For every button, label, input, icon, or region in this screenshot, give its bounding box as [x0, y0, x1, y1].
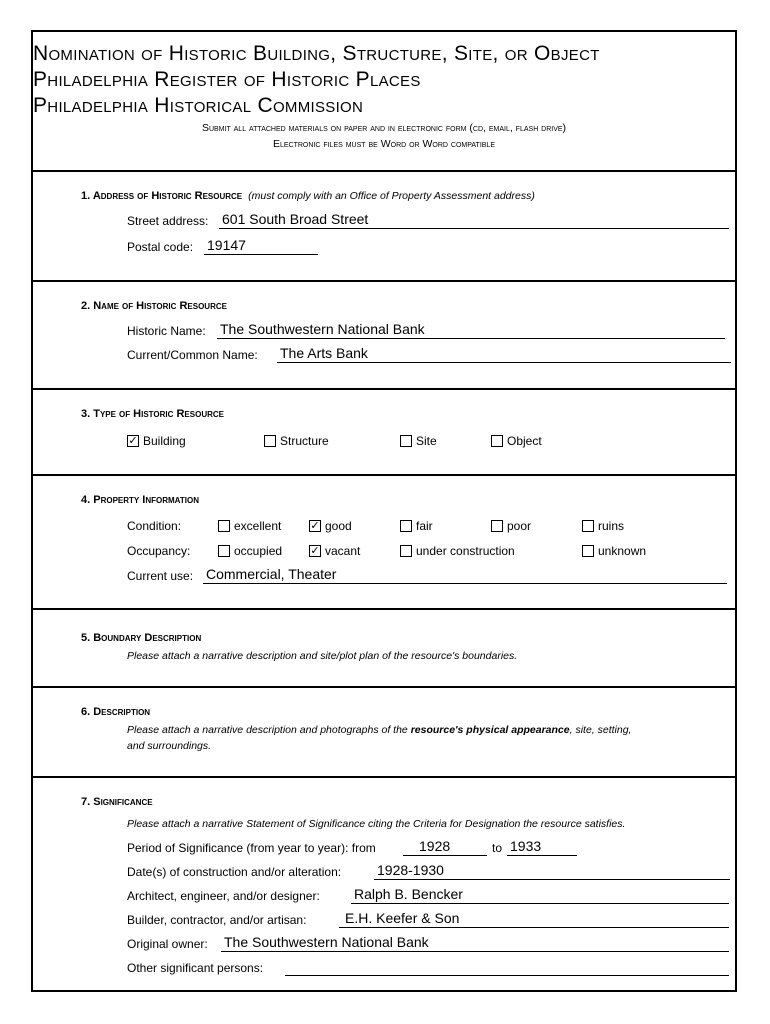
empty-checkbox-icon	[400, 545, 412, 557]
period-to-field[interactable]	[507, 837, 577, 856]
divider	[33, 280, 735, 282]
current-use-field[interactable]	[203, 565, 727, 584]
common-name-field[interactable]	[277, 344, 731, 363]
period-from-field[interactable]	[403, 837, 487, 856]
empty-checkbox-icon	[400, 435, 412, 447]
divider	[33, 686, 735, 688]
form-title: Nomination of Historic Building, Structure, Site, or Object	[33, 42, 600, 65]
occupancy-under-construction-label: under construction	[416, 544, 515, 558]
street-address-value: 601 South Broad Street	[222, 211, 369, 227]
historic-name-label: Historic Name:	[127, 324, 206, 338]
section-7-title: 7. Significance	[81, 796, 153, 808]
check-icon: ✓	[310, 545, 320, 557]
divider	[33, 776, 735, 778]
dates-value: 1928-1930	[377, 862, 444, 878]
divider	[33, 474, 735, 476]
condition-fair-checkbox[interactable]	[400, 519, 433, 533]
divider	[33, 608, 735, 610]
historic-name-field[interactable]	[217, 320, 725, 339]
check-icon: ✓	[128, 435, 138, 447]
owner-field[interactable]	[221, 933, 729, 952]
period-to-label: to	[492, 841, 503, 855]
type-object-checkbox[interactable]	[491, 434, 542, 448]
section-1-title	[81, 190, 535, 202]
empty-checkbox-icon	[491, 435, 503, 447]
section-3-title: 3. Type of Historic Resource	[81, 408, 224, 420]
empty-checkbox-icon	[582, 545, 594, 557]
type-site-checkbox[interactable]	[400, 434, 437, 448]
condition-poor-label: poor	[507, 519, 532, 533]
commission-title: Philadelphia Historical Commission	[33, 94, 364, 117]
type-site-label: Site	[416, 434, 437, 448]
description-instructions-line2: and surroundings.	[127, 740, 212, 752]
boundary-instructions: Please attach a narrative description and site/plot plan of the resource's boundaries.	[127, 650, 518, 662]
common-name-label: Current/Common Name:	[127, 348, 258, 362]
condition-ruins-checkbox[interactable]	[582, 519, 624, 533]
postal-code-value: 19147	[207, 237, 246, 253]
empty-checkbox-icon	[218, 520, 230, 532]
common-name-value: The Arts Bank	[280, 345, 368, 361]
occupancy-unknown-label: unknown	[598, 544, 647, 558]
condition-excellent-checkbox[interactable]	[218, 519, 281, 533]
occupancy-unknown-checkbox[interactable]	[582, 544, 646, 558]
type-object-label: Object	[507, 434, 542, 448]
condition-ruins-label: ruins	[598, 519, 625, 533]
street-address-label: Street address:	[127, 214, 209, 228]
current-use-label: Current use:	[127, 569, 194, 583]
occupancy-occupied-checkbox[interactable]	[218, 544, 282, 558]
empty-checkbox-icon	[582, 520, 594, 532]
period-label: Period of Significance (from year to year): from	[127, 841, 376, 855]
owner-label: Original owner:	[127, 937, 208, 951]
condition-good-label: good	[325, 519, 352, 533]
description-text-bold: resource's physical appearance	[410, 724, 570, 736]
nomination-form	[31, 30, 737, 992]
type-building-checkbox[interactable]	[127, 434, 186, 448]
architect-label: Architect, engineer, and/or designer:	[127, 889, 320, 903]
postal-code-field[interactable]	[204, 236, 318, 255]
empty-checkbox-icon	[491, 520, 503, 532]
file-format-note: Electronic files must be Word or Word compatible	[272, 138, 495, 150]
type-structure-checkbox[interactable]	[264, 434, 329, 448]
postal-code-label: Postal code:	[127, 240, 194, 254]
submit-instructions: Submit all attached materials on paper and in electronic form (cd, email, flash drive)	[201, 122, 567, 134]
condition-poor-checkbox[interactable]	[491, 519, 531, 533]
builder-field[interactable]	[339, 909, 729, 928]
builder-label: Builder, contractor, and/or artisan:	[127, 913, 307, 927]
description-text-a: Please attach a narrative description and photographs of the	[127, 724, 411, 736]
condition-excellent-label: excellent	[234, 519, 282, 533]
occupancy-under-construction-checkbox[interactable]	[400, 544, 515, 558]
divider	[33, 388, 735, 390]
dates-label: Date(s) of construction and/or alteration:	[127, 865, 342, 879]
condition-good-checkbox[interactable]	[309, 519, 352, 533]
occupancy-occupied-label: occupied	[234, 544, 283, 558]
empty-checkbox-icon	[218, 545, 230, 557]
builder-value: E.H. Keefer & Son	[345, 910, 460, 926]
street-address-field[interactable]	[219, 210, 729, 229]
dates-field[interactable]	[374, 861, 730, 880]
empty-checkbox-icon	[400, 520, 412, 532]
section-2-title: 2. Name of Historic Resource	[81, 300, 227, 312]
check-icon: ✓	[310, 520, 320, 532]
section-1-heading: 1. Address of Historic Resource	[81, 190, 243, 202]
period-to-value: 1933	[510, 838, 542, 854]
historic-name-value: The Southwestern National Bank	[220, 321, 425, 337]
other-persons-label: Other significant persons:	[127, 961, 264, 975]
architect-field[interactable]	[351, 885, 729, 904]
owner-value: The Southwestern National Bank	[224, 934, 429, 950]
empty-checkbox-icon	[264, 435, 276, 447]
occupancy-vacant-label: vacant	[325, 544, 361, 558]
period-from-value: 1928	[419, 838, 451, 854]
section-6-title: 6. Description	[81, 706, 151, 718]
other-persons-field[interactable]	[285, 957, 729, 976]
current-use-value: Commercial, Theater	[206, 566, 337, 582]
significance-instructions: Please attach a narrative Statement of Significance citing the Criteria for Designation the resource satisfies.	[127, 818, 626, 830]
register-title: Philadelphia Register of Historic Places	[33, 68, 421, 91]
architect-value: Ralph B. Bencker	[354, 886, 463, 902]
condition-fair-label: fair	[416, 519, 433, 533]
occupancy-vacant-checkbox[interactable]	[309, 544, 360, 558]
description-text-b: , site, setting,	[569, 724, 632, 736]
condition-label: Condition:	[127, 519, 182, 533]
section-4-title: 4. Property Information	[81, 494, 199, 506]
section-5-title: 5. Boundary Description	[81, 632, 202, 644]
occupancy-label: Occupancy:	[127, 544, 191, 558]
section-1-note: (must comply with an Office of Property Assessment address)	[248, 190, 535, 202]
description-instructions	[127, 724, 727, 736]
type-structure-label: Structure	[280, 434, 329, 448]
divider	[33, 170, 735, 172]
type-building-label: Building	[143, 434, 186, 448]
